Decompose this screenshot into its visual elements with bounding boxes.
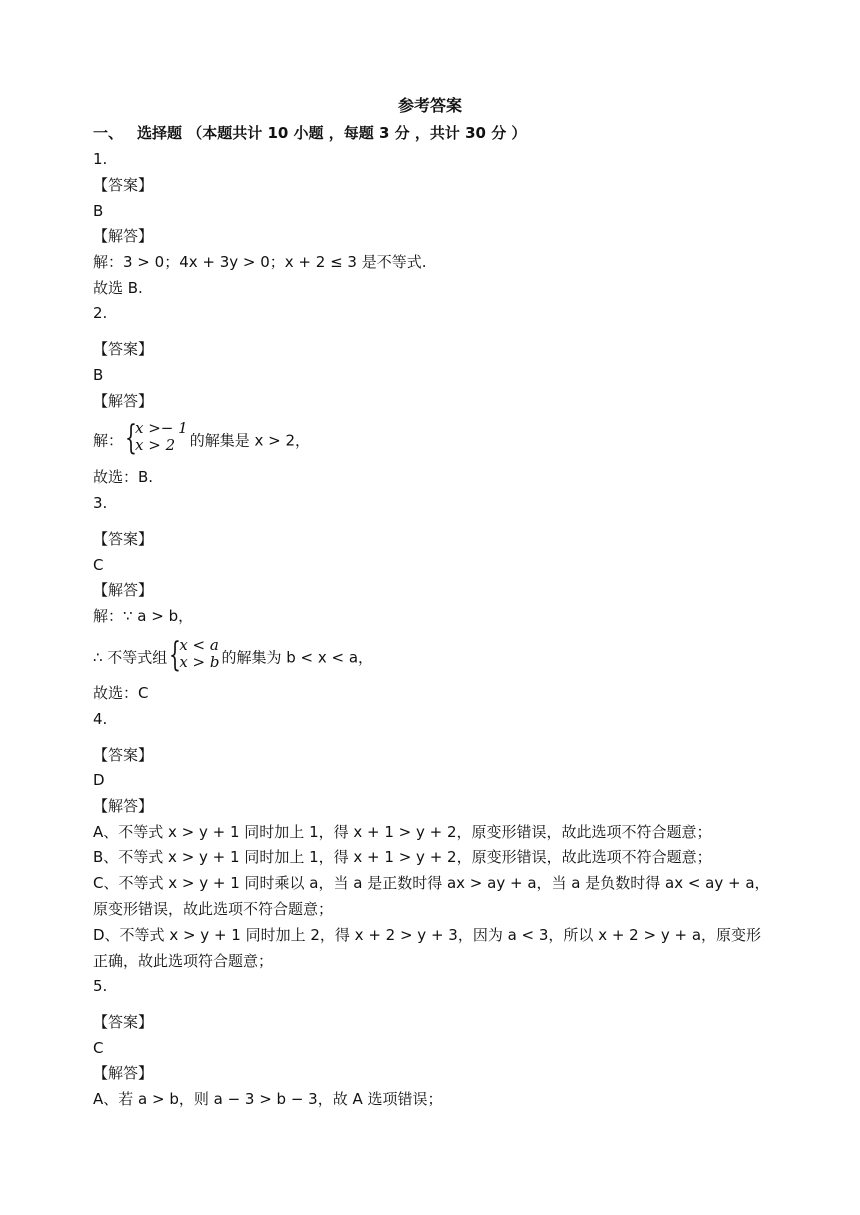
q4-answer-tag: 【答案】 (93, 746, 154, 764)
q3-system-top: x < a (179, 636, 219, 654)
q3-system-line (93, 637, 373, 679)
q2-suffix: 的解集是 x > 2， (189, 431, 310, 450)
q5-answer: C (93, 1039, 104, 1057)
q2-solution-tag: 【解答】 (93, 392, 154, 410)
section-heading (93, 123, 526, 143)
q4-option-c: C、不等式 x > y + 1 同时乘以 a，当 a 是正数时得 ax > ay + a，当 a 是负数时得 ax < ay + a，原变形错误，故此选项不符合题意； (93, 874, 770, 918)
brace-icon: { (125, 418, 137, 458)
q3-prefix: ∴ 不等式组 (93, 648, 168, 667)
q3-inequality-system (169, 637, 219, 679)
q2-solution-line (93, 420, 310, 462)
q2-conclusion: 故选：B. (93, 468, 154, 486)
q3-number: 3. (93, 494, 108, 512)
q4-option-a: A、不等式 x > y + 1 同时加上 1，得 x + 1 > y + 2，原变形错误，故此选项不符合题意； (93, 823, 712, 841)
q1-solution-line: 解：3 > 0；4x + 3y > 0；x + 2 ≤ 3 是不等式. (93, 253, 427, 271)
q5-answer-tag: 【答案】 (93, 1013, 154, 1031)
q5-solution-tag: 【解答】 (93, 1064, 154, 1082)
q4-option-b: B、不等式 x > y + 1 同时加上 1，得 x + 1 > y + 2，原变形错误，故此选项不符合题意； (93, 848, 712, 866)
q2-system-bottom: x > 2 (135, 436, 176, 454)
q4-solution-tag: 【解答】 (93, 797, 154, 815)
q1-solution-tag: 【解答】 (93, 227, 154, 245)
q1-number: 1. (93, 150, 108, 168)
q1-answer: B (93, 202, 104, 220)
q4-answer: D (93, 771, 105, 789)
q3-suffix: 的解集为 b < x < a， (221, 648, 374, 667)
page-title: 参考答案 (397, 96, 462, 115)
q2-answer: B (93, 366, 104, 384)
q5-option-a: A、若 a > b，则 a − 3 > b − 3，故 A 选项错误； (93, 1090, 443, 1108)
q2-answer-tag: 【答案】 (93, 340, 154, 358)
q2-number: 2. (93, 304, 108, 322)
section-number: 一、 (93, 124, 124, 142)
q3-system-bottom: x > b (179, 653, 220, 671)
q3-solution-line: 解：∵ a > b， (93, 607, 194, 625)
q4-option-d: D、不等式 x > y + 1 同时加上 2，得 x + 2 > y + 3，因为 a < 3，所以 x + 2 > y + a，原变形正确，故此选项符合题意； (93, 926, 762, 970)
q5-number: 5. (93, 977, 108, 995)
q1-answer-tag: 【答案】 (93, 176, 154, 194)
section-label: 选择题 （本题共计 10 小题 ，每题 3 分 ，共计 30 分 ） (137, 124, 527, 142)
q3-answer: C (93, 556, 104, 574)
q3-conclusion: 故选：C (93, 684, 149, 702)
q2-inequality-system (125, 420, 188, 462)
q3-solution-tag: 【解答】 (93, 581, 154, 599)
q2-prefix: 解： (93, 431, 124, 450)
q1-conclusion: 故选 B. (93, 279, 143, 297)
q4-number: 4. (93, 710, 108, 728)
brace-icon: { (169, 635, 182, 675)
q3-answer-tag: 【答案】 (93, 530, 154, 548)
q2-system-top: x >− 1 (135, 419, 188, 437)
